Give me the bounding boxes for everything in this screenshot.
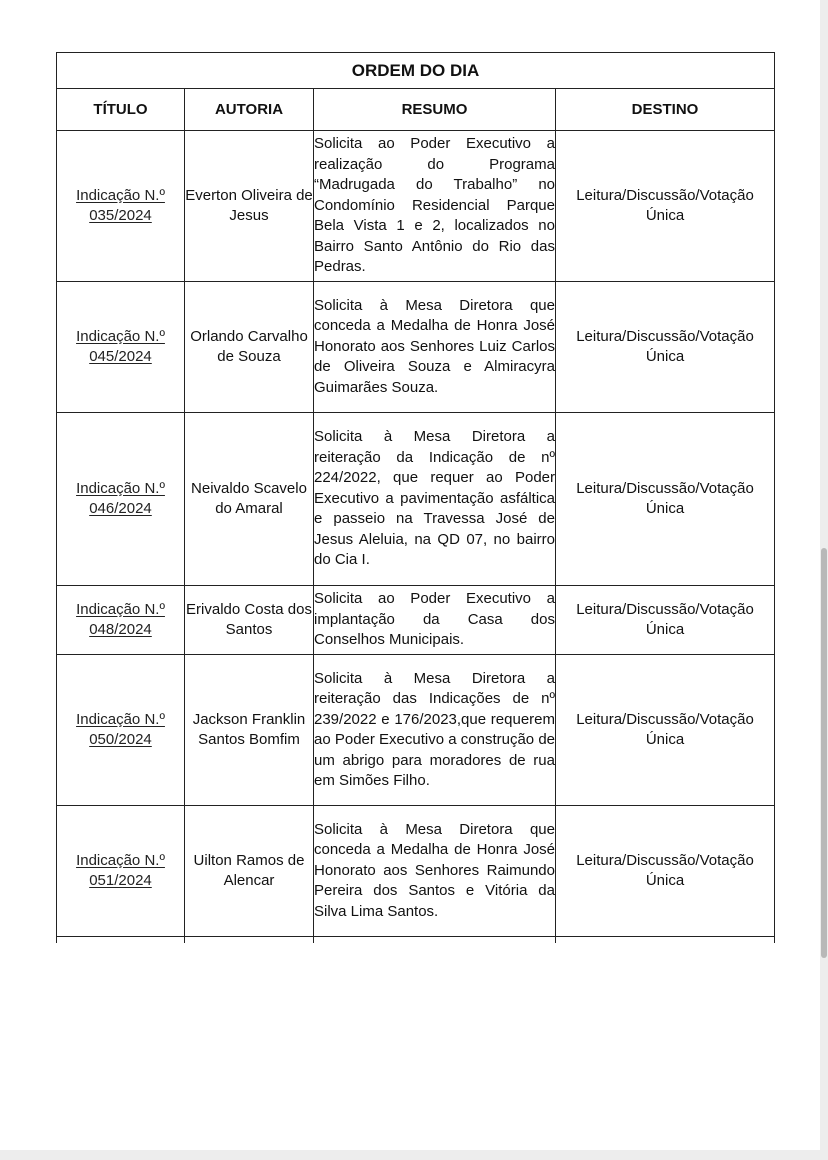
table-row <box>57 586 775 655</box>
scrollbar-thumb[interactable] <box>821 548 827 958</box>
table-row <box>57 655 775 806</box>
destino-cell: Leitura/Discussão/Votação Única <box>556 806 775 937</box>
destino-cell: Leitura/Discussão/Votação Única <box>556 282 775 413</box>
indicacao-link[interactable]: Indicação N.º 046/2024 <box>76 479 165 517</box>
continuation-cell <box>314 937 556 944</box>
table-row <box>57 806 775 937</box>
agenda-table <box>56 52 775 943</box>
resumo-cell: Solicita à Mesa Diretora que conceda a Medalha de Honra José Honorato aos Senhores Raimundo Pereira dos Santos e Vitória da Silva Lima Santos. <box>314 806 556 937</box>
indicacao-link[interactable]: Indicação N.º 035/2024 <box>76 186 165 224</box>
destino-cell: Leitura/Discussão/Votação Única <box>556 655 775 806</box>
table-header-row <box>57 89 775 131</box>
destino-cell: Leitura/Discussão/Votação Única <box>556 413 775 586</box>
autoria-cell: Erivaldo Costa dos Santos <box>185 586 314 655</box>
titulo-cell <box>57 131 185 282</box>
resumo-cell: Solicita à Mesa Diretora a reiteração da Indicação de nº 224/2022, que requer ao Poder Executivo a pavimentação asfáltica e passeio na Travessa José de Jesus Aleluia, na QD 07, no bairro do Cia I. <box>314 413 556 586</box>
column-header-titulo: TÍTULO <box>57 89 185 131</box>
indicacao-link[interactable]: Indicação N.º 051/2024 <box>76 851 165 889</box>
section-title: ORDEM DO DIA <box>57 53 775 89</box>
titulo-cell <box>57 282 185 413</box>
column-header-autoria: AUTORIA <box>185 89 314 131</box>
table-row <box>57 413 775 586</box>
resumo-cell: Solicita ao Poder Executivo a realização do Programa “Madrugada do Trabalho” no Condomínio Residencial Parque Bela Vista 1 e 2, localizados no Bairro Santo Antônio do Rio das Pedras. <box>314 131 556 282</box>
titulo-cell <box>57 806 185 937</box>
continuation-cell <box>185 937 314 944</box>
autoria-cell: Uilton Ramos de Alencar <box>185 806 314 937</box>
column-header-resumo: RESUMO <box>314 89 556 131</box>
column-header-destino: DESTINO <box>556 89 775 131</box>
indicacao-link[interactable]: Indicação N.º 050/2024 <box>76 710 165 748</box>
table-row <box>57 131 775 282</box>
autoria-cell: Orlando Carvalho de Souza <box>185 282 314 413</box>
resumo-cell: Solicita à Mesa Diretora a reiteração das Indicações de nº 239/2022 e 176/2023,que requerem ao Poder Executivo a construção de um abrigo para moradores de rua em Simões Filho. <box>314 655 556 806</box>
autoria-cell: Neivaldo Scavelo do Amaral <box>185 413 314 586</box>
continuation-cell <box>57 937 185 944</box>
indicacao-link[interactable]: Indicação N.º 045/2024 <box>76 327 165 365</box>
table-row <box>57 282 775 413</box>
resumo-cell: Solicita ao Poder Executivo a implantação da Casa dos Conselhos Municipais. <box>314 586 556 655</box>
resumo-cell: Solicita à Mesa Diretora que conceda a Medalha de Honra José Honorato aos Senhores Luiz Carlos de Oliveira Souza e Almiracyra Guimarães Souza. <box>314 282 556 413</box>
destino-cell: Leitura/Discussão/Votação Única <box>556 586 775 655</box>
vertical-scrollbar[interactable] <box>820 0 828 1160</box>
autoria-cell: Everton Oliveira de Jesus <box>185 131 314 282</box>
table-row-continuation <box>57 937 775 944</box>
destino-cell: Leitura/Discussão/Votação Única <box>556 131 775 282</box>
titulo-cell <box>57 586 185 655</box>
table-title-row <box>57 53 775 89</box>
indicacao-link[interactable]: Indicação N.º 048/2024 <box>76 600 165 638</box>
titulo-cell <box>57 413 185 586</box>
autoria-cell: Jackson Franklin Santos Bomfim <box>185 655 314 806</box>
continuation-cell <box>556 937 775 944</box>
titulo-cell <box>57 655 185 806</box>
